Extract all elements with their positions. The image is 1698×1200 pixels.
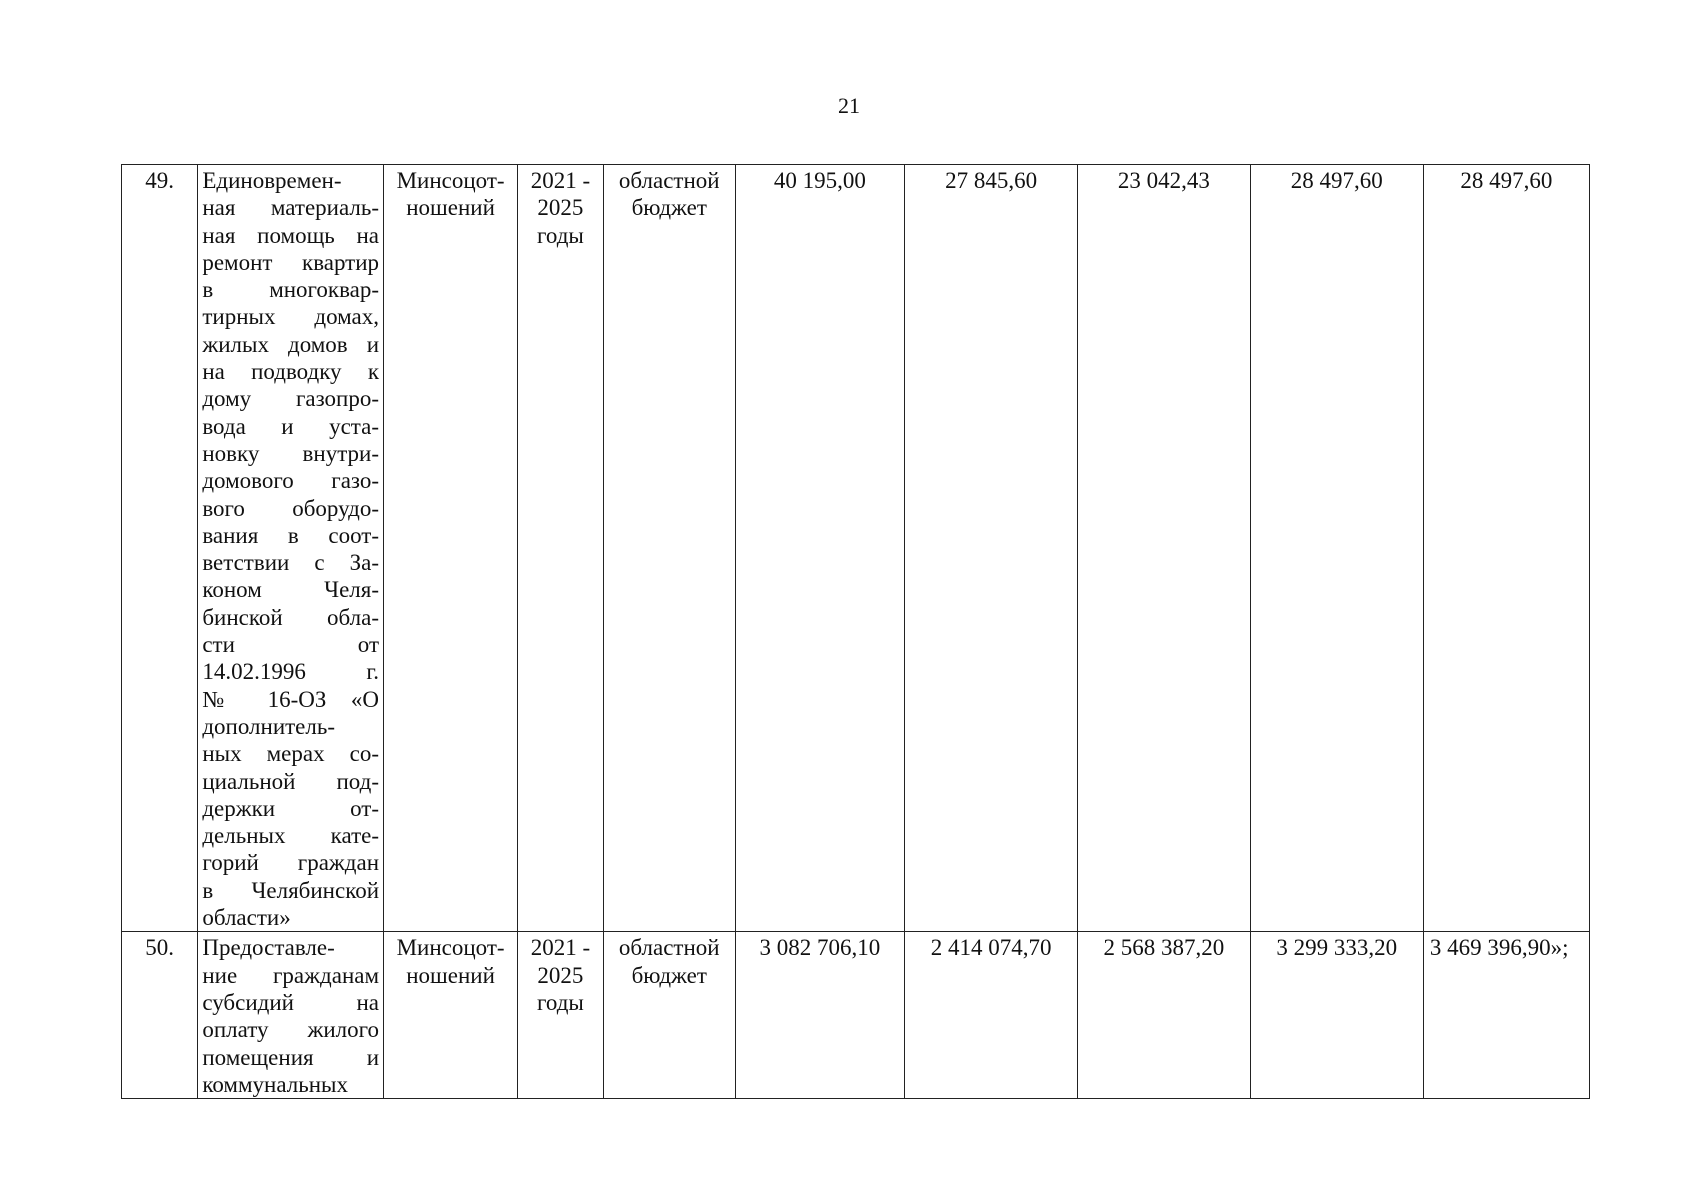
source-line: бюджет [631, 195, 707, 221]
row-number-cell: 49. [122, 165, 198, 932]
executor-line: Минсоцот- [396, 935, 505, 961]
amount-cell-1: 3 082 706,10 [735, 932, 904, 1099]
name-line: ремонт квартир [202, 249, 380, 275]
name-line: ние гражданам [202, 962, 380, 988]
name-line: ных мерах со- [202, 741, 380, 767]
table-row [122, 932, 1590, 1099]
period-line: годы [537, 989, 584, 1015]
table-row [122, 165, 1590, 932]
program-measures-table [121, 164, 1590, 1099]
executor-cell [384, 932, 518, 1099]
name-line: оплату жилого [202, 1017, 380, 1043]
name-line: домового газо- [202, 468, 380, 494]
measure-name-cell [198, 932, 384, 1099]
row-number-cell: 50. [122, 932, 198, 1099]
amount-cell-5: 28 497,60 [1423, 165, 1589, 932]
name-line: жилых домов и [202, 331, 380, 357]
period-line: 2025 [537, 962, 584, 988]
name-line: новку внутри- [202, 440, 380, 466]
name-line: субсидий на [202, 989, 380, 1015]
name-line: № 16-ОЗ «О [202, 686, 380, 712]
name-line: вания в соот- [202, 522, 380, 548]
name-line: вода и уста- [202, 413, 380, 439]
name-line: ная материаль- [202, 195, 380, 221]
amount-cell-5: 3 469 396,90»; [1423, 932, 1589, 1099]
name-line: области» [202, 905, 291, 931]
source-line: бюджет [631, 962, 707, 988]
name-line: в Челябинской [202, 877, 380, 903]
name-line: дому газопро- [202, 386, 380, 412]
name-line: вого оборудо- [202, 495, 380, 521]
name-line: дельных кате- [202, 823, 380, 849]
amount-cell-4: 3 299 333,20 [1250, 932, 1423, 1099]
executor-line: ношений [406, 962, 495, 988]
name-line: в многоквар- [202, 277, 380, 303]
amount-cell-1: 40 195,00 [735, 165, 904, 932]
name-line: на подводку к [202, 359, 380, 385]
funding-source-cell [603, 932, 735, 1099]
amount-cell-4: 28 497,60 [1250, 165, 1423, 932]
name-line: ветствии с За- [202, 550, 380, 576]
amount-cell-3: 23 042,43 [1078, 165, 1250, 932]
source-line: областной [618, 935, 720, 961]
period-line: 2021 - [530, 168, 591, 193]
name-line: ная помощь на [202, 222, 380, 248]
period-cell [518, 165, 604, 932]
name-line: тирных домах, [202, 304, 380, 330]
amount-cell-2: 2 414 074,70 [904, 932, 1077, 1099]
period-line: 2025 [537, 195, 584, 221]
name-line: бинской обла- [202, 604, 380, 630]
name-line: помещения и [202, 1044, 380, 1070]
measure-name-cell [198, 165, 384, 932]
period-line: годы [537, 222, 584, 248]
name-line: горий граждан [202, 850, 380, 876]
page-number: 21 [838, 93, 860, 118]
executor-cell [384, 165, 518, 932]
name-line: дополнитель- [202, 713, 336, 739]
name-line: коном Челя- [202, 577, 380, 603]
amount-cell-3: 2 568 387,20 [1078, 932, 1250, 1099]
name-line: циальной под- [202, 768, 380, 794]
amount-cell-2: 27 845,60 [904, 165, 1077, 932]
period-cell [518, 932, 604, 1099]
executor-line: ношений [406, 195, 495, 221]
name-line: Предоставле- [202, 935, 335, 961]
executor-line: Минсоцот- [396, 168, 505, 193]
name-line: Единовремен- [202, 168, 342, 193]
name-line: сти от [202, 632, 380, 658]
name-line: коммунальных [202, 1071, 348, 1097]
name-line: держки от- [202, 795, 380, 821]
source-line: областной [618, 168, 720, 193]
funding-source-cell [603, 165, 735, 932]
period-line: 2021 - [530, 935, 591, 961]
name-line: 14.02.1996 г. [202, 659, 380, 685]
